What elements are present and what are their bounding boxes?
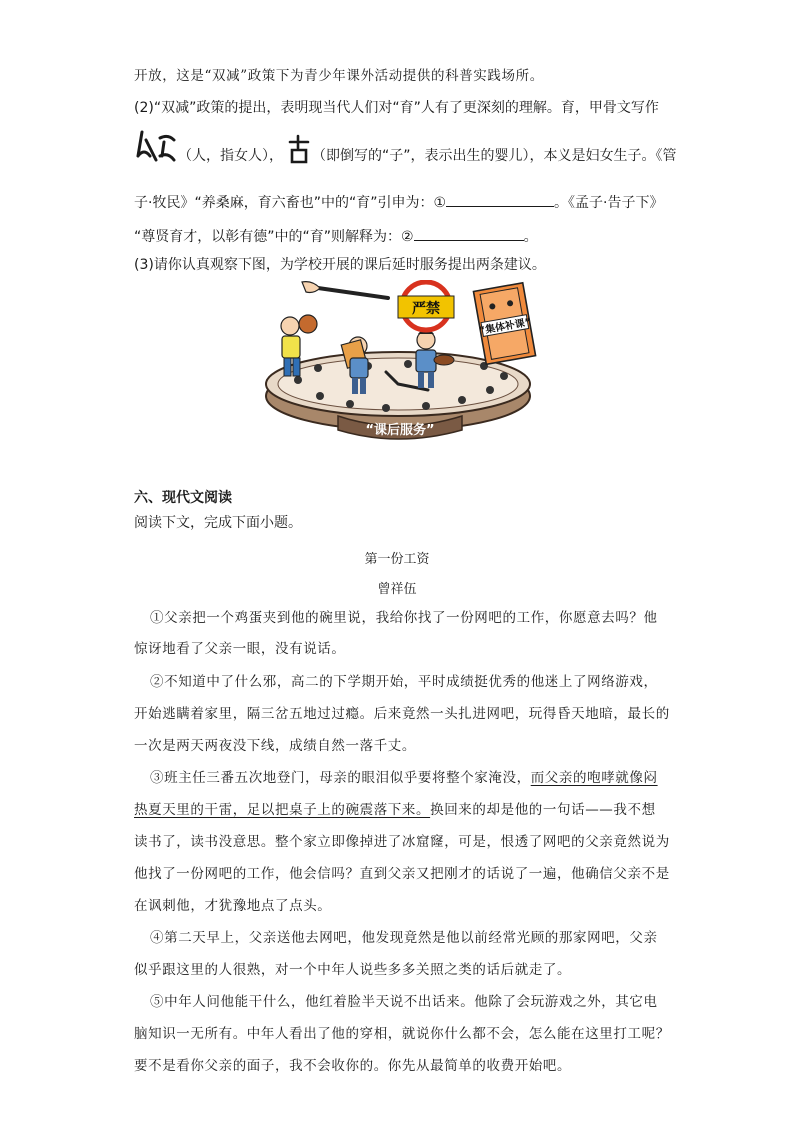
question-2-line-4b: 。 xyxy=(523,229,538,245)
paragraph-4-line: 似乎跟这里的人很熟，对一个中年人说些多多关照之类的话后就走了。 xyxy=(134,962,572,978)
question-2-line-4a: “尊贤育才，以彰有德”中的“育”则解释为：② xyxy=(134,229,414,245)
answer-blank-1[interactable] xyxy=(446,192,554,207)
after-school-service-cartoon xyxy=(258,280,550,440)
story-title: 第一份工资 xyxy=(364,552,430,567)
question-2-line-3b: 。《孟子·告子下》 xyxy=(554,195,664,211)
paragraph-2-line: 开始逃瞒着家里，隔三岔五地过过瘾。后来竟然一头扎进网吧，玩得昏天地暗，最长的 xyxy=(134,706,670,722)
question-2-line-3a: 子·牧民》“养桑麻，育六畜也”中的“育”引申为：① xyxy=(134,195,447,211)
paragraph-3-line: 在讽刺他，才犹豫地点了点头。 xyxy=(134,898,332,914)
question-2-line-3 xyxy=(134,192,663,213)
passage-line: 开放，这是“双减”政策下为青少年课外活动提供的科普实践场所。 xyxy=(134,68,544,84)
question-3: (3)请你认真观察下图，为学校开展的课后延时服务提出两条建议。 xyxy=(134,257,546,273)
paragraph-2-line: 一次是两天两夜没下线，成绩自然一落千丈。 xyxy=(134,738,416,754)
paragraph-3-line xyxy=(134,800,656,820)
question-2-line-2b: （即倒写的“子”，表示出生的婴儿），本义是妇女生子。《管 xyxy=(312,148,677,164)
paragraph-3-text: ③班主任三番五次地登门，母亲的眼泪似乎要将整个家淹没， xyxy=(150,770,531,786)
paragraph-5-line: ⑤中年人问他能干什么，他红着脸半天说不出话来。他除了会玩游戏之外，其它电 xyxy=(150,994,658,1010)
paragraph-1-line: ①父亲把一个鸡蛋夹到他的碗里说，我给你找了一份网吧的工作，你愿意去吗？他 xyxy=(150,610,658,626)
paragraph-3-text: 换回来的却是他的一句话——我不想 xyxy=(430,802,656,818)
paragraph-3-line xyxy=(150,768,658,788)
reading-instruction: 阅读下文，完成下面小题。 xyxy=(134,515,302,531)
paragraph-5-line: 脑知识一无所有。中年人看出了他的穿相，就说你什么都不会，怎么能在这里打工呢？ xyxy=(134,1026,670,1042)
underlined-sentence: 热夏天里的干雷，足以把桌子上的碗震落下来。 xyxy=(134,802,431,818)
paragraph-4-line: ④第二天早上，父亲送他去网吧，他发现竟然是他以前经常光顾的那家网吧，父亲 xyxy=(150,930,658,946)
paragraph-5-line: 要不是看你父亲的面子，我不会收你的。你先从最简单的收费开始吧。 xyxy=(134,1058,572,1074)
cartoon-base-label: “课后服务” xyxy=(365,423,435,438)
oracle-bone-woman-glyph xyxy=(134,126,178,174)
oracle-bone-child-glyph xyxy=(286,134,312,166)
paragraph-1-line: 惊讶地看了父亲一眼，没有说话。 xyxy=(134,641,346,657)
paragraph-3-line: 读书了，读书没意思。整个家立即像掉进了冰窟窿，可是，恨透了网吧的父亲竟然说为 xyxy=(134,834,670,850)
story-author: 曾祥伍 xyxy=(377,582,417,597)
paragraph-2-line: ②不知道中了什么邪，高二的下学期开始，平时成绩挺优秀的他迷上了网络游戏， xyxy=(150,674,658,690)
question-2-line-2a: （人，指女人）， xyxy=(178,148,283,164)
paragraph-3-line: 他找了一份网吧的工作，他会信吗？直到父亲又把刚才的话说了一遍，他确信父亲不是 xyxy=(134,866,670,882)
question-2-line-1: (2)“双减”政策的提出，表明现当代人们对“育”人有了更深刻的理解。育，甲骨文写作 xyxy=(134,100,659,116)
underlined-sentence: 而父亲的咆哮就像闷 xyxy=(530,770,658,786)
section-title: 六、现代文阅读 xyxy=(134,490,232,506)
cartoon-book-label: “集体补课” xyxy=(478,316,533,338)
cartoon-sign-label: 严禁 xyxy=(412,301,440,317)
answer-blank-2[interactable] xyxy=(414,226,524,241)
question-2-line-4 xyxy=(134,226,538,247)
